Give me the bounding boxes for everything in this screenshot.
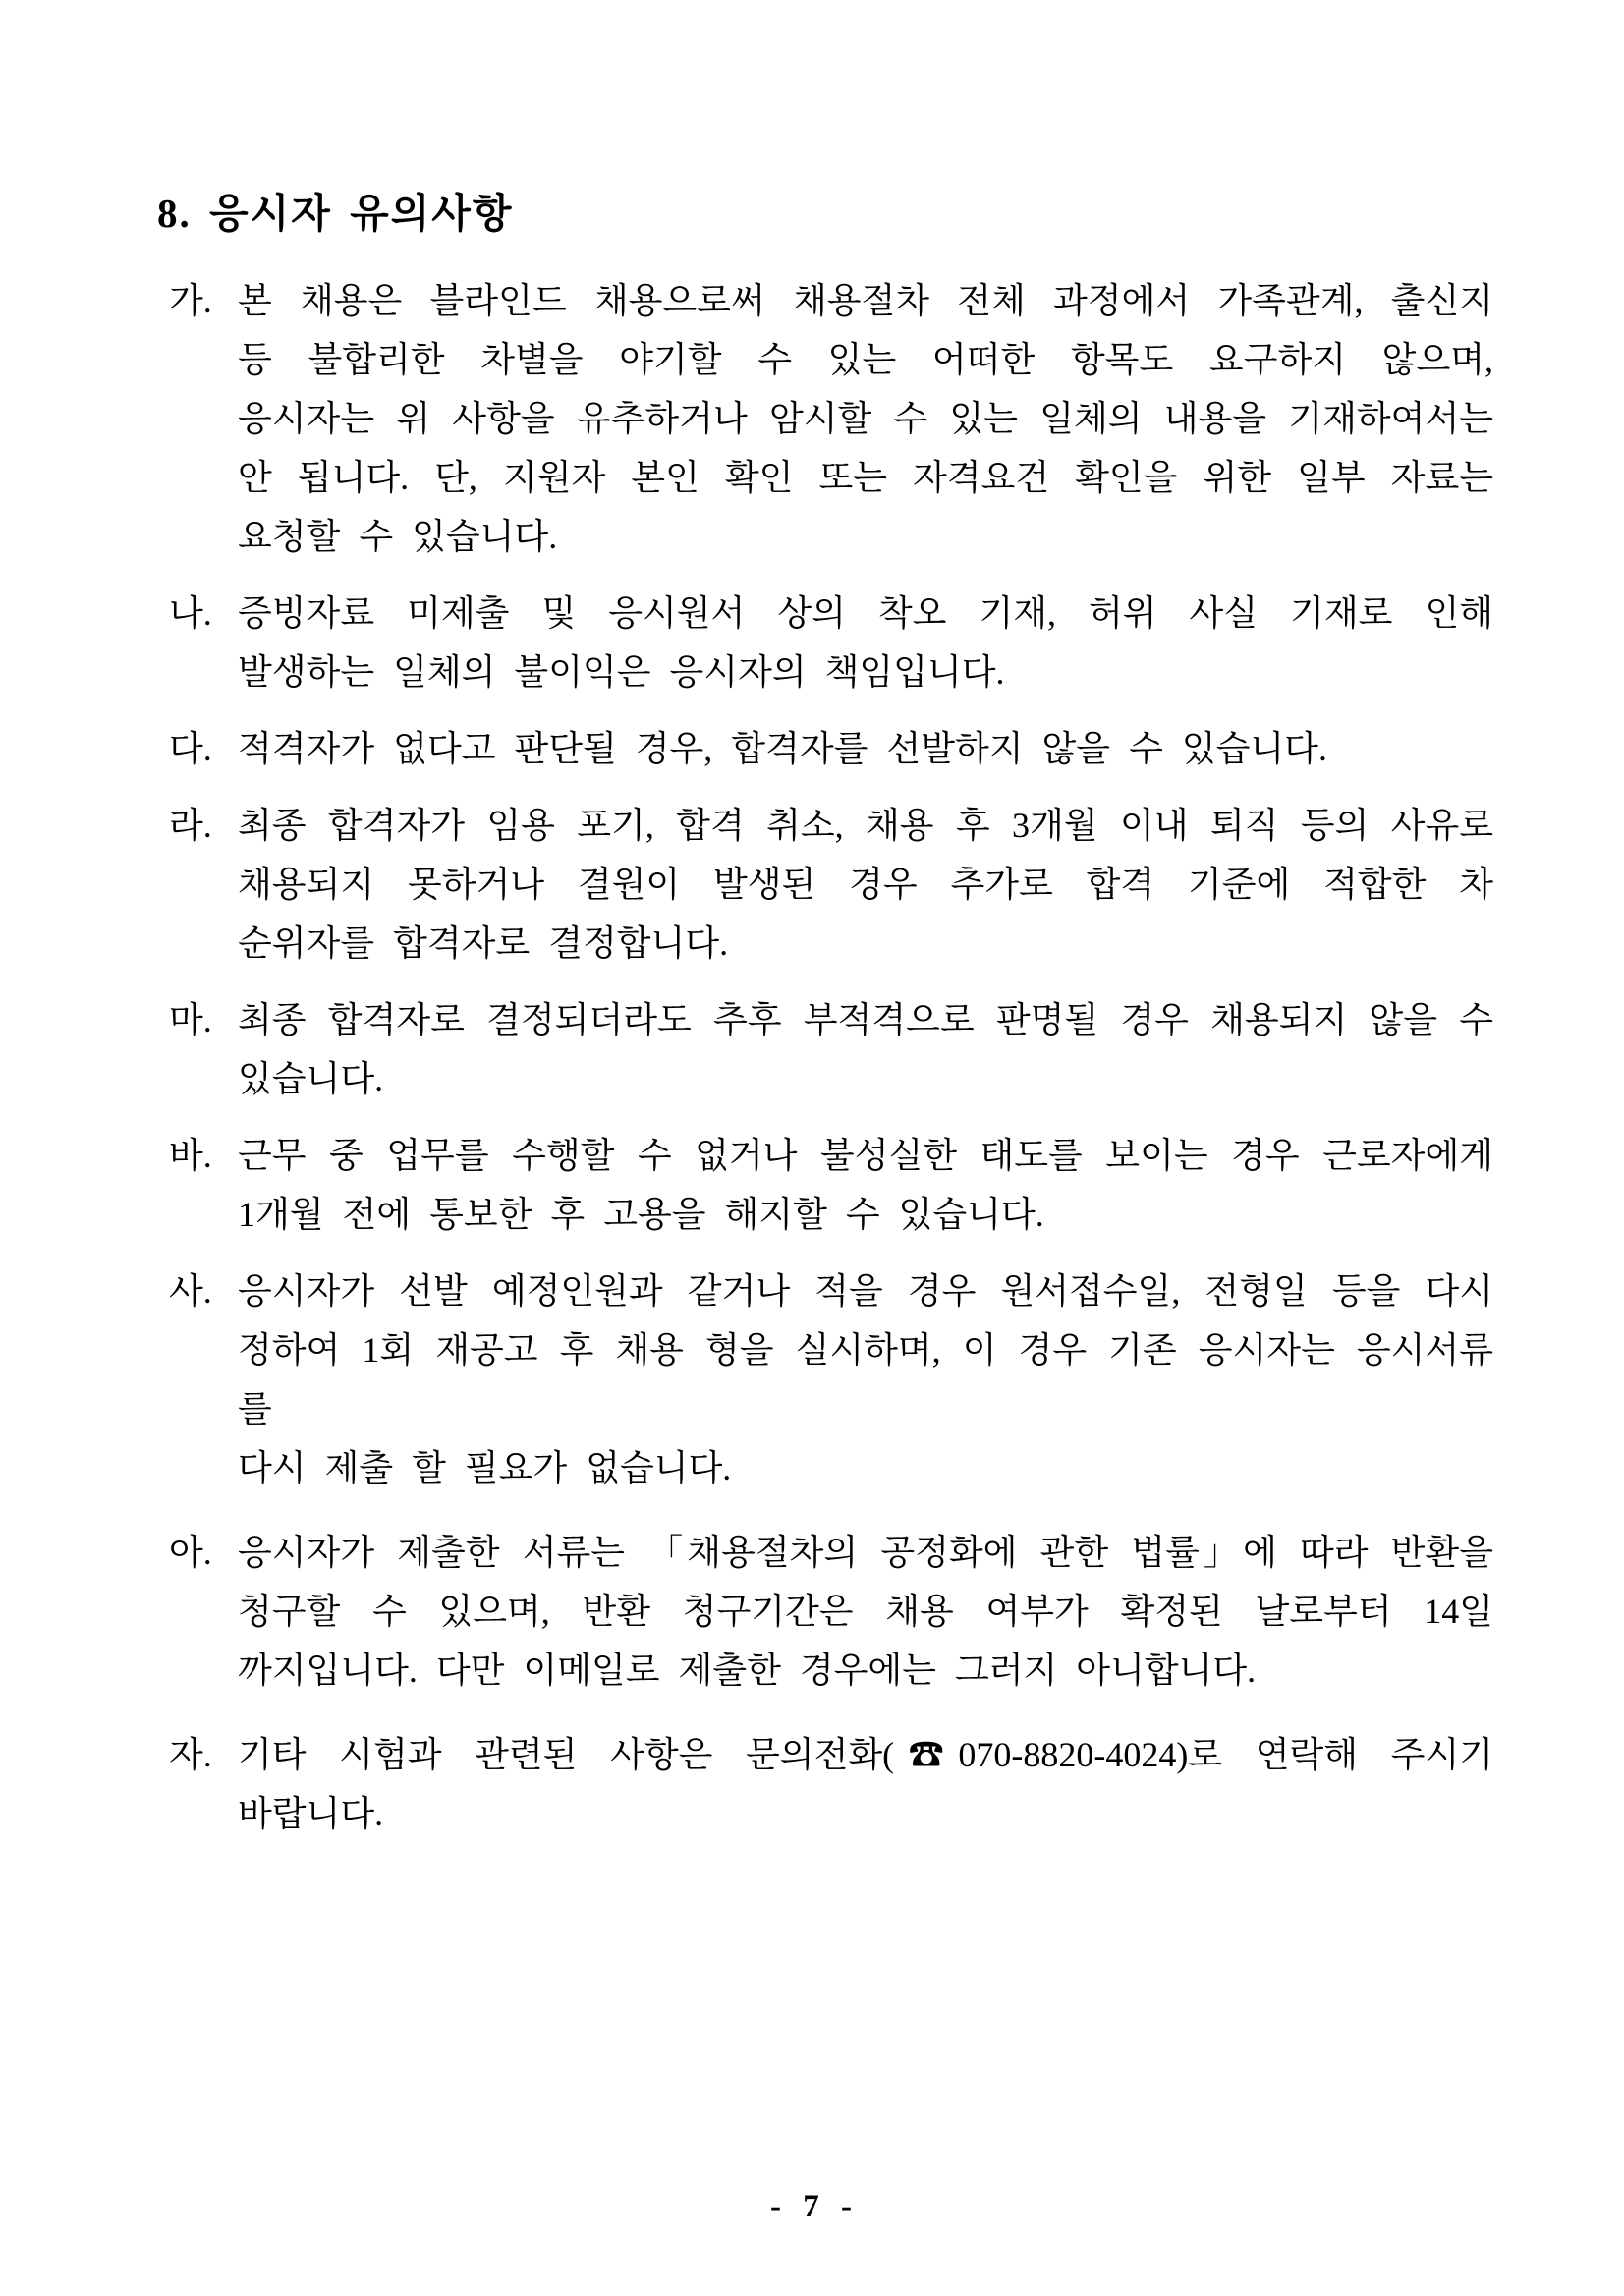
- item-label: 아.: [169, 1533, 212, 1572]
- paragraph-line: 등 불합리한 차별을 야기할 수 있는 어떠한 항목도 요구하지 않으며,: [238, 340, 1493, 379]
- paragraph-line: 최종 합격자로 결정되더라도 추후 부적격으로 판명될 경우 채용되지 않을 수: [238, 1000, 1493, 1039]
- paragraph-line: 응시자는 위 사항을 유추하거나 암시할 수 있는 일체의 내용을 기재하여서는: [238, 399, 1493, 438]
- item-label: 사.: [169, 1271, 212, 1311]
- list-item-na: [157, 584, 1493, 701]
- item-label: 자.: [169, 1735, 212, 1774]
- paragraph-line: 응시자가 제출한 서류는 「채용절차의 공정화에 관한 법률」에 따라 반환을: [238, 1533, 1493, 1572]
- item-label: 라.: [169, 806, 212, 845]
- paragraph-line: 응시자가 선발 예정인원과 같거나 적을 경우 원서접수일, 전형일 등을 다시: [238, 1271, 1493, 1311]
- paragraph-line: 까지입니다. 다만 이메일로 제출한 경우에는 그러지 아니합니다.: [238, 1651, 1257, 1690]
- list-item-da: [157, 719, 1493, 778]
- item-label: 가.: [169, 281, 212, 320]
- list-item-ba: [157, 1126, 1493, 1244]
- paragraph-line: 1개월 전에 통보한 후 고용을 해지할 수 있습니다.: [238, 1195, 1044, 1234]
- paragraph-line: 근무 중 업무를 수행할 수 없거나 불성실한 태도를 보이는 경우 근로자에게: [238, 1136, 1493, 1175]
- paragraph-line: 순위자를 합격자로 결정합니다.: [238, 924, 729, 963]
- item-label: 다.: [169, 729, 212, 768]
- list-item-ja: [157, 1725, 1493, 1843]
- paragraph-line: 적격자가 없다고 판단될 경우, 합격자를 선발하지 않을 수 있습니다.: [238, 729, 1327, 768]
- list-item-ra: [157, 796, 1493, 973]
- section-title: 8. 응시자 유의사항: [157, 191, 514, 236]
- paragraph-line: 최종 합격자가 임용 포기, 합격 취소, 채용 후 3개월 이내 퇴직 등의 사유로: [238, 806, 1493, 845]
- notes-list: [157, 271, 1493, 1843]
- document-content: [157, 189, 1493, 1861]
- paragraph-line: 청구할 수 있으며, 반환 청구기간은 채용 여부가 확정된 날로부터 14일: [238, 1592, 1493, 1631]
- list-item-ga: [157, 271, 1493, 566]
- list-item-sa: [157, 1261, 1493, 1497]
- paragraph-line: 다시 제출 할 필요가 없습니다.: [238, 1448, 732, 1487]
- paragraph-line: 요청할 수 있습니다.: [238, 517, 558, 556]
- item-label: 마.: [169, 1000, 212, 1039]
- paragraph-line: 채용되지 못하거나 결원이 발생된 경우 추가로 합격 기준에 적합한 차: [238, 865, 1493, 904]
- paragraph-line: 기타 시험과 관련된 사항은 문의전화(☎070-8820-4024)로 연락해 주시기: [238, 1735, 1493, 1774]
- paragraph-line: 증빙자료 미제출 및 응시원서 상의 착오 기재, 허위 사실 기재로 인해: [238, 593, 1493, 633]
- paragraph-line: 바랍니다.: [238, 1794, 384, 1833]
- list-item-ma: [157, 990, 1493, 1108]
- item-label: 나.: [169, 593, 212, 633]
- paragraph-line: 정하여 1회 재공고 후 채용 형을 실시하며, 이 경우 기존 응시자는 응시서류를: [238, 1330, 1493, 1428]
- paragraph-line: 본 채용은 블라인드 채용으로써 채용절차 전체 과정에서 가족관계, 출신지: [238, 281, 1493, 320]
- item-label: 바.: [169, 1136, 212, 1175]
- paragraph-line: 발생하는 일체의 불이익은 응시자의 책임입니다.: [238, 652, 1005, 692]
- page-number: - 7 -: [770, 2189, 854, 2224]
- list-item-a: [157, 1523, 1493, 1700]
- paragraph-line: 안 됩니다. 단, 지원자 본인 확인 또는 자격요건 확인을 위한 일부 자료는: [238, 458, 1493, 497]
- paragraph-line: 있습니다.: [238, 1059, 384, 1098]
